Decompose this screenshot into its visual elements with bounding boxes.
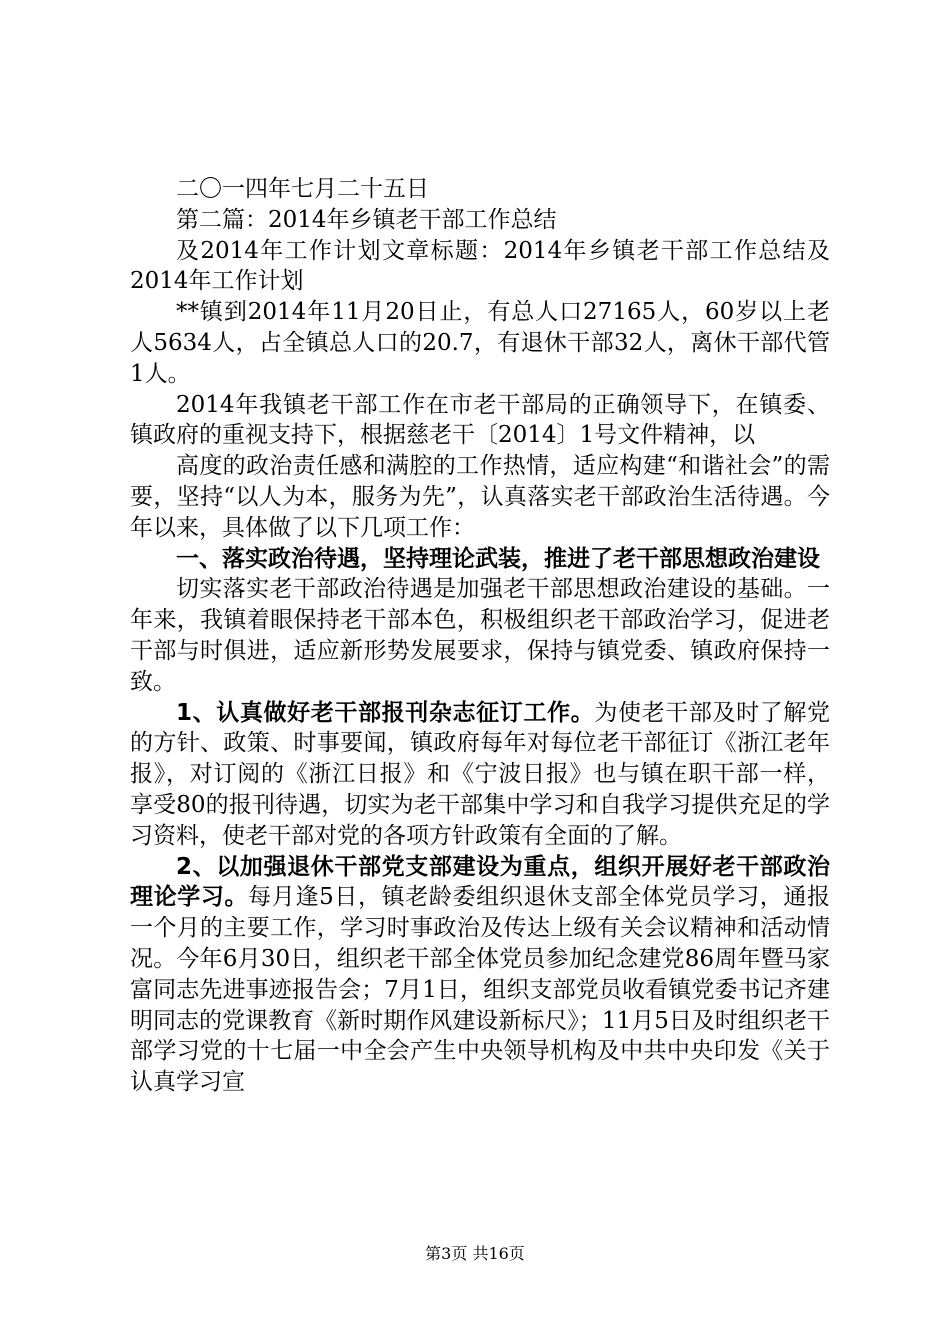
paragraph-intro: 2014年我镇老干部工作在市老干部局的正确领导下，在镇委、镇政府的重视支持下，根据慈老干〔2014〕1号文件精神，以 — [130, 391, 830, 449]
list-item-2-body: 每月逢5日，镇老龄委组织退休支部全体党员学习，通报一个月的主要工作，学习时事政治及传达上级有关会议精神和活动情况。今年6月30日，组织老干部全体党员参加纪念建党86周年暨马家富同志先进事迹报告会；7月1日，组织支部党员收看镇党委书记齐建明同志的党课教育《新时期作风建设新标尺》；11月5日及时组织老干部学习党的十七届一中全会产生中央领导机构及中共中央印发《关于认真学习宣 — [130, 884, 830, 1096]
section-title: 第二篇：2014年乡镇老干部工作总结 — [176, 206, 557, 233]
heading-1: 一、落实政治待遇，坚持理论武装，推进了老干部思想政治建设 — [176, 545, 820, 572]
title-line: 及2014年工作计划文章标题：2014年乡镇老干部工作总结及2014年工作计划 — [130, 237, 830, 295]
list-item-1-lead: 1、认真做好老干部报刊杂志征订工作。 — [176, 699, 595, 726]
list-item-2-lead: 2、以加强退休干部党支部建设为重点，组织开展好老干部政治理论学习。 — [130, 853, 830, 911]
paragraph-heading-1-body: 切实落实老干部政治待遇是加强老干部思想政治建设的基础。一年来，我镇着眼保持老干部本色，积极组织老干部政治学习，促进老干部与时俱进，适应新形势发展要求，保持与镇党委、镇政府保持一致。 — [130, 576, 830, 695]
list-item-2 — [130, 852, 830, 1098]
document-body — [130, 174, 830, 1098]
page-footer: 第3页 共16页 — [425, 1244, 525, 1263]
paragraph-intro-continued: 高度的政治责任感和满腔的工作热情，适应构建“和谐社会”的需要，坚持“以人为本，服务为先”，认真落实老干部政治生活待遇。今年以来，具体做了以下几项工作： — [130, 453, 830, 541]
paragraph-population: **镇到2014年11月20日止，有总人口27165人，60岁以上老人5634人，占全镇总人口的20.7，有退休干部32人，离休干部代管1人。 — [130, 299, 830, 387]
list-item-1 — [130, 698, 830, 852]
date-line: 二〇一四年七月二十五日 — [176, 176, 429, 202]
list-item-1-body: 为使老干部及时了解党的方针、政策、时事要闻，镇政府每年对每位老干部征订《浙江老年报》，对订阅的《浙江日报》和《宁波日报》也与镇在职干部一样，享受80的报刊待遇，切实为老干部集中学习和自我学习提供充足的学习资料，使老干部对党的各项方针政策有全面的了解。 — [130, 699, 830, 849]
